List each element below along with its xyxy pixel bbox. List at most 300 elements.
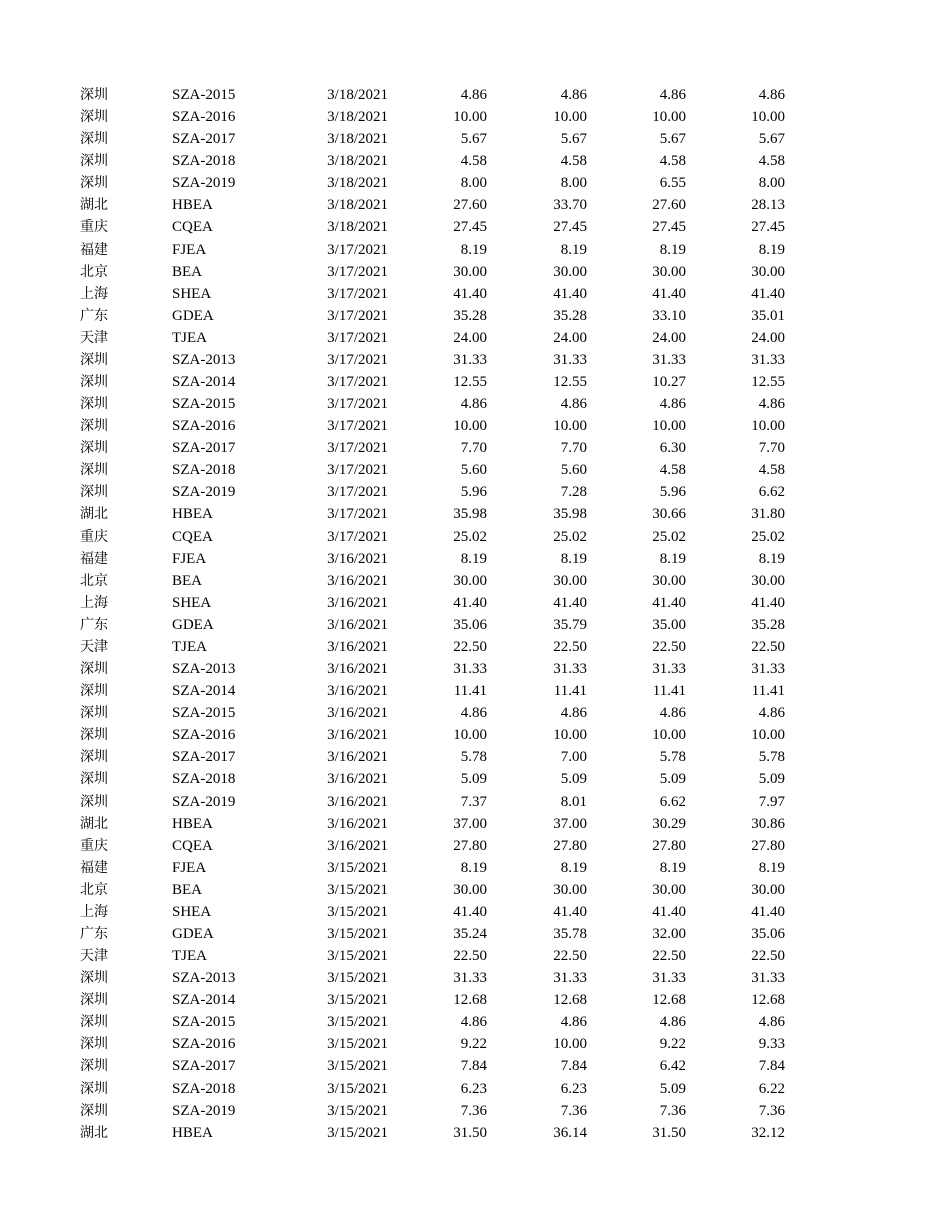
table-row — [0, 1055, 950, 1077]
value-1-cell: 22.50 — [453, 948, 487, 965]
region-cell: 深圳 — [80, 970, 108, 987]
date-cell: 3/15/2021 — [327, 970, 388, 987]
value-4-cell: 8.19 — [758, 241, 785, 258]
value-3-cell: 4.86 — [659, 87, 686, 103]
value-2-cell: 41.40 — [553, 285, 587, 302]
table-row — [0, 459, 950, 481]
region-cell: 深圳 — [80, 1058, 108, 1075]
value-4-cell: 4.86 — [758, 1014, 785, 1031]
date-cell: 3/17/2021 — [327, 440, 388, 457]
table-row — [0, 724, 950, 746]
value-3-cell: 31.33 — [652, 970, 686, 987]
value-3-cell: 5.67 — [659, 131, 686, 148]
value-4-cell: 5.09 — [758, 771, 785, 788]
value-4-cell: 22.50 — [751, 638, 785, 655]
code-cell: SZA-2013 — [172, 351, 236, 368]
value-3-cell: 30.00 — [652, 263, 686, 280]
date-cell: 3/15/2021 — [327, 1102, 388, 1119]
value-2-cell: 30.00 — [553, 263, 587, 280]
value-2-cell: 5.60 — [560, 462, 587, 479]
value-4-cell: 32.12 — [751, 1124, 785, 1141]
value-1-cell: 30.00 — [453, 881, 487, 898]
value-4-cell: 8.00 — [758, 175, 785, 192]
value-3-cell: 22.50 — [652, 638, 686, 655]
region-cell: 重庆 — [80, 219, 108, 236]
region-cell: 深圳 — [80, 793, 108, 810]
value-1-cell: 8.19 — [460, 859, 487, 876]
date-cell: 3/16/2021 — [327, 550, 388, 567]
value-3-cell: 4.86 — [659, 705, 686, 722]
value-4-cell: 7.97 — [758, 793, 785, 810]
region-cell: 福建 — [80, 859, 108, 876]
table-row — [0, 349, 950, 371]
table-row — [0, 261, 950, 283]
code-cell: SZA-2013 — [172, 970, 236, 987]
value-1-cell: 12.68 — [453, 992, 487, 1009]
region-cell: 深圳 — [80, 705, 108, 722]
value-1-cell: 9.22 — [460, 1036, 487, 1053]
region-cell: 深圳 — [80, 462, 108, 479]
table-row — [0, 1033, 950, 1055]
date-cell: 3/16/2021 — [327, 815, 388, 832]
date-cell: 3/15/2021 — [327, 1124, 388, 1141]
value-4-cell: 8.19 — [758, 550, 785, 567]
code-cell: SZA-2017 — [172, 131, 236, 148]
code-cell: SZA-2019 — [172, 484, 236, 501]
value-3-cell: 33.10 — [652, 307, 686, 324]
date-cell: 3/17/2021 — [327, 506, 388, 523]
table-row — [0, 327, 950, 349]
table-row — [0, 437, 950, 459]
value-3-cell: 8.19 — [659, 241, 686, 258]
value-2-cell: 12.55 — [553, 374, 587, 391]
code-cell: HBEA — [172, 1124, 213, 1141]
value-4-cell: 27.80 — [751, 837, 785, 854]
region-cell: 深圳 — [80, 87, 108, 103]
value-2-cell: 31.33 — [553, 661, 587, 678]
value-2-cell: 35.78 — [553, 925, 587, 942]
date-cell: 3/18/2021 — [327, 131, 388, 148]
region-cell: 深圳 — [80, 396, 108, 413]
date-cell: 3/17/2021 — [327, 484, 388, 501]
value-2-cell: 27.80 — [553, 837, 587, 854]
value-2-cell: 35.79 — [553, 616, 587, 633]
value-4-cell: 41.40 — [751, 594, 785, 611]
region-cell: 广东 — [80, 616, 108, 633]
table-row — [0, 1078, 950, 1100]
code-cell: FJEA — [172, 241, 207, 258]
table-row — [0, 239, 950, 261]
code-cell: SZA-2018 — [172, 771, 236, 788]
value-4-cell: 6.62 — [758, 484, 785, 501]
value-4-cell: 22.50 — [751, 948, 785, 965]
table-row — [0, 283, 950, 305]
code-cell: SZA-2017 — [172, 1058, 236, 1075]
value-3-cell: 41.40 — [652, 285, 686, 302]
value-2-cell: 7.00 — [560, 749, 587, 766]
table-row — [0, 415, 950, 437]
value-2-cell: 25.02 — [553, 528, 587, 545]
value-1-cell: 4.86 — [460, 396, 487, 413]
value-1-cell: 4.58 — [460, 153, 487, 170]
code-cell: SZA-2018 — [172, 462, 236, 479]
code-cell: SZA-2015 — [172, 396, 236, 413]
table-row — [0, 879, 950, 901]
code-cell: SZA-2016 — [172, 1036, 236, 1053]
region-cell: 深圳 — [80, 175, 108, 192]
code-cell: GDEA — [172, 307, 214, 324]
value-2-cell: 8.19 — [560, 859, 587, 876]
code-cell: CQEA — [172, 528, 213, 545]
region-cell: 上海 — [80, 903, 108, 920]
table-row — [0, 614, 950, 636]
date-cell: 3/16/2021 — [327, 616, 388, 633]
value-3-cell: 10.00 — [652, 418, 686, 435]
region-cell: 深圳 — [80, 440, 108, 457]
value-3-cell: 8.19 — [659, 550, 686, 567]
value-1-cell: 31.33 — [453, 970, 487, 987]
value-3-cell: 11.41 — [652, 683, 686, 700]
region-cell: 深圳 — [80, 153, 108, 170]
region-cell: 湖北 — [80, 506, 108, 523]
value-2-cell: 8.01 — [560, 793, 587, 810]
value-1-cell: 41.40 — [453, 903, 487, 920]
value-4-cell: 5.78 — [758, 749, 785, 766]
date-cell: 3/18/2021 — [327, 153, 388, 170]
value-2-cell: 24.00 — [553, 329, 587, 346]
value-1-cell: 27.60 — [453, 197, 487, 214]
value-1-cell: 11.41 — [453, 683, 487, 700]
table-row — [0, 106, 950, 128]
table-row — [0, 1100, 950, 1122]
code-cell: SZA-2019 — [172, 793, 236, 810]
code-cell: SZA-2013 — [172, 661, 236, 678]
code-cell: BEA — [172, 572, 202, 589]
date-cell: 3/15/2021 — [327, 903, 388, 920]
value-2-cell: 22.50 — [553, 948, 587, 965]
table-row — [0, 835, 950, 857]
date-cell: 3/16/2021 — [327, 749, 388, 766]
value-3-cell: 31.33 — [652, 351, 686, 368]
value-3-cell: 30.00 — [652, 881, 686, 898]
value-2-cell: 33.70 — [553, 197, 587, 214]
value-4-cell: 30.86 — [751, 815, 785, 832]
value-3-cell: 41.40 — [652, 594, 686, 611]
region-cell: 广东 — [80, 307, 108, 324]
value-3-cell: 6.42 — [659, 1058, 686, 1075]
table-row — [0, 857, 950, 879]
value-3-cell: 27.60 — [652, 197, 686, 214]
value-4-cell: 7.84 — [758, 1058, 785, 1075]
table-row — [0, 481, 950, 503]
value-2-cell: 27.45 — [553, 219, 587, 236]
value-2-cell: 4.86 — [560, 396, 587, 413]
code-cell: SZA-2018 — [172, 153, 236, 170]
table-row — [0, 503, 950, 525]
value-4-cell: 12.68 — [751, 992, 785, 1009]
value-2-cell: 4.86 — [560, 705, 587, 722]
value-3-cell: 32.00 — [652, 925, 686, 942]
date-cell: 3/17/2021 — [327, 241, 388, 258]
value-2-cell: 10.00 — [553, 418, 587, 435]
value-2-cell: 10.00 — [553, 109, 587, 126]
region-cell: 深圳 — [80, 661, 108, 678]
table-row — [0, 1011, 950, 1033]
value-3-cell: 10.00 — [652, 109, 686, 126]
table-row — [0, 150, 950, 172]
value-4-cell: 4.86 — [758, 705, 785, 722]
region-cell: 福建 — [80, 550, 108, 567]
value-4-cell: 11.41 — [751, 683, 785, 700]
value-2-cell: 31.33 — [553, 351, 587, 368]
value-4-cell: 7.36 — [758, 1102, 785, 1119]
table-row — [0, 194, 950, 216]
value-1-cell: 7.84 — [460, 1058, 487, 1075]
value-2-cell: 35.98 — [553, 506, 587, 523]
value-4-cell: 10.00 — [751, 109, 785, 126]
date-cell: 3/16/2021 — [327, 638, 388, 655]
region-cell: 深圳 — [80, 418, 108, 435]
value-4-cell: 41.40 — [751, 285, 785, 302]
value-4-cell: 30.00 — [751, 881, 785, 898]
value-4-cell: 8.19 — [758, 859, 785, 876]
date-cell: 3/18/2021 — [327, 175, 388, 192]
code-cell: SZA-2014 — [172, 992, 236, 1009]
table-row — [0, 768, 950, 790]
value-2-cell: 22.50 — [553, 638, 587, 655]
value-1-cell: 30.00 — [453, 572, 487, 589]
value-4-cell: 9.33 — [758, 1036, 785, 1053]
table-row — [0, 791, 950, 813]
value-4-cell: 27.45 — [751, 219, 785, 236]
table-row — [0, 526, 950, 548]
code-cell: SZA-2019 — [172, 1102, 236, 1119]
region-cell: 深圳 — [80, 1080, 108, 1097]
value-2-cell: 5.67 — [560, 131, 587, 148]
value-2-cell: 7.84 — [560, 1058, 587, 1075]
date-cell: 3/16/2021 — [327, 837, 388, 854]
table-row — [0, 393, 950, 415]
region-cell: 湖北 — [80, 1124, 108, 1141]
region-cell: 深圳 — [80, 351, 108, 368]
date-cell: 3/15/2021 — [327, 992, 388, 1009]
value-2-cell: 6.23 — [560, 1080, 587, 1097]
date-cell: 3/15/2021 — [327, 859, 388, 876]
value-3-cell: 8.19 — [659, 859, 686, 876]
value-4-cell: 4.58 — [758, 153, 785, 170]
code-cell: SZA-2016 — [172, 109, 236, 126]
region-cell: 深圳 — [80, 683, 108, 700]
value-1-cell: 5.78 — [460, 749, 487, 766]
date-cell: 3/18/2021 — [327, 197, 388, 214]
table-row — [0, 216, 950, 238]
value-1-cell: 5.67 — [460, 131, 487, 148]
value-1-cell: 27.80 — [453, 837, 487, 854]
code-cell: FJEA — [172, 550, 207, 567]
value-1-cell: 6.23 — [460, 1080, 487, 1097]
value-4-cell: 35.28 — [751, 616, 785, 633]
value-2-cell: 12.68 — [553, 992, 587, 1009]
date-cell: 3/16/2021 — [327, 572, 388, 589]
table-row — [0, 945, 950, 967]
date-cell: 3/15/2021 — [327, 925, 388, 942]
code-cell: SZA-2015 — [172, 1014, 236, 1031]
value-3-cell: 30.29 — [652, 815, 686, 832]
value-3-cell: 25.02 — [652, 528, 686, 545]
code-cell: BEA — [172, 263, 202, 280]
value-2-cell: 4.86 — [560, 1014, 587, 1031]
table-row — [0, 128, 950, 150]
value-3-cell: 31.33 — [652, 661, 686, 678]
value-4-cell: 24.00 — [751, 329, 785, 346]
code-cell: SZA-2014 — [172, 683, 236, 700]
code-cell: TJEA — [172, 638, 207, 655]
value-4-cell: 12.55 — [751, 374, 785, 391]
value-3-cell: 6.55 — [659, 175, 686, 192]
value-4-cell: 7.70 — [758, 440, 785, 457]
date-cell: 3/18/2021 — [327, 87, 388, 103]
date-cell: 3/15/2021 — [327, 1036, 388, 1053]
table-row — [0, 592, 950, 614]
value-3-cell: 6.62 — [659, 793, 686, 810]
value-1-cell: 7.70 — [460, 440, 487, 457]
value-1-cell: 31.33 — [453, 661, 487, 678]
table-row — [0, 658, 950, 680]
date-cell: 3/18/2021 — [327, 109, 388, 126]
date-cell: 3/16/2021 — [327, 771, 388, 788]
value-1-cell: 24.00 — [453, 329, 487, 346]
value-2-cell: 4.58 — [560, 153, 587, 170]
value-3-cell: 12.68 — [652, 992, 686, 1009]
value-2-cell: 31.33 — [553, 970, 587, 987]
value-3-cell: 27.45 — [652, 219, 686, 236]
value-2-cell: 10.00 — [553, 727, 587, 744]
table-row — [0, 813, 950, 835]
value-2-cell: 35.28 — [553, 307, 587, 324]
value-4-cell: 25.02 — [751, 528, 785, 545]
table-row — [0, 901, 950, 923]
value-3-cell: 30.00 — [652, 572, 686, 589]
value-4-cell: 31.33 — [751, 351, 785, 368]
table-row — [0, 570, 950, 592]
region-cell: 深圳 — [80, 484, 108, 501]
region-cell: 深圳 — [80, 749, 108, 766]
value-1-cell: 8.19 — [460, 241, 487, 258]
value-1-cell: 4.86 — [460, 87, 487, 103]
value-4-cell: 4.58 — [758, 462, 785, 479]
code-cell: TJEA — [172, 329, 207, 346]
region-cell: 深圳 — [80, 1036, 108, 1053]
code-cell: HBEA — [172, 506, 213, 523]
value-1-cell: 10.00 — [453, 109, 487, 126]
date-cell: 3/16/2021 — [327, 594, 388, 611]
code-cell: SZA-2017 — [172, 749, 236, 766]
region-cell: 天津 — [80, 948, 108, 965]
value-3-cell: 7.36 — [659, 1102, 686, 1119]
date-cell: 3/17/2021 — [327, 374, 388, 391]
date-cell: 3/16/2021 — [327, 683, 388, 700]
value-3-cell: 5.96 — [659, 484, 686, 501]
value-1-cell: 31.33 — [453, 351, 487, 368]
code-cell: HBEA — [172, 815, 213, 832]
value-4-cell: 31.33 — [751, 970, 785, 987]
region-cell: 深圳 — [80, 109, 108, 126]
table-row — [0, 746, 950, 768]
value-3-cell: 4.86 — [659, 396, 686, 413]
value-4-cell: 4.86 — [758, 396, 785, 413]
table-row — [0, 989, 950, 1011]
region-cell: 湖北 — [80, 815, 108, 832]
code-cell: BEA — [172, 881, 202, 898]
code-cell: SHEA — [172, 594, 212, 611]
value-3-cell: 35.00 — [652, 616, 686, 633]
value-3-cell: 10.27 — [652, 374, 686, 391]
code-cell: CQEA — [172, 837, 213, 854]
code-cell: SZA-2015 — [172, 87, 236, 103]
value-3-cell: 22.50 — [652, 948, 686, 965]
data-table — [0, 84, 950, 1144]
table-row — [0, 548, 950, 570]
region-cell: 深圳 — [80, 992, 108, 1009]
value-1-cell: 5.96 — [460, 484, 487, 501]
region-cell: 天津 — [80, 638, 108, 655]
value-4-cell: 4.86 — [758, 87, 785, 103]
code-cell: SZA-2017 — [172, 440, 236, 457]
value-4-cell: 30.00 — [751, 572, 785, 589]
value-2-cell: 41.40 — [553, 903, 587, 920]
value-1-cell: 35.24 — [453, 925, 487, 942]
value-1-cell: 8.19 — [460, 550, 487, 567]
value-4-cell: 6.22 — [758, 1080, 785, 1097]
value-3-cell: 5.09 — [659, 1080, 686, 1097]
value-2-cell: 7.36 — [560, 1102, 587, 1119]
value-3-cell: 30.66 — [652, 506, 686, 523]
value-1-cell: 7.37 — [460, 793, 487, 810]
value-1-cell: 7.36 — [460, 1102, 487, 1119]
value-3-cell: 31.50 — [652, 1124, 686, 1141]
value-4-cell: 30.00 — [751, 263, 785, 280]
date-cell: 3/18/2021 — [327, 219, 388, 236]
value-3-cell: 5.09 — [659, 771, 686, 788]
value-1-cell: 5.09 — [460, 771, 487, 788]
date-cell: 3/17/2021 — [327, 351, 388, 368]
value-1-cell: 41.40 — [453, 285, 487, 302]
code-cell: CQEA — [172, 219, 213, 236]
date-cell: 3/16/2021 — [327, 793, 388, 810]
date-cell: 3/17/2021 — [327, 418, 388, 435]
value-1-cell: 8.00 — [460, 175, 487, 192]
code-cell: SZA-2019 — [172, 175, 236, 192]
region-cell: 深圳 — [80, 1102, 108, 1119]
code-cell: GDEA — [172, 925, 214, 942]
date-cell: 3/16/2021 — [327, 705, 388, 722]
value-1-cell: 10.00 — [453, 727, 487, 744]
region-cell: 北京 — [80, 263, 108, 280]
code-cell: SZA-2018 — [172, 1080, 236, 1097]
value-2-cell: 41.40 — [553, 594, 587, 611]
table-row — [0, 923, 950, 945]
table-row — [0, 371, 950, 393]
region-cell: 重庆 — [80, 837, 108, 854]
value-1-cell: 25.02 — [453, 528, 487, 545]
date-cell: 3/15/2021 — [327, 1080, 388, 1097]
date-cell: 3/17/2021 — [327, 329, 388, 346]
table-row — [0, 967, 950, 989]
date-cell: 3/15/2021 — [327, 881, 388, 898]
value-2-cell: 8.19 — [560, 241, 587, 258]
value-2-cell: 4.86 — [560, 87, 587, 103]
table-row — [0, 84, 950, 106]
